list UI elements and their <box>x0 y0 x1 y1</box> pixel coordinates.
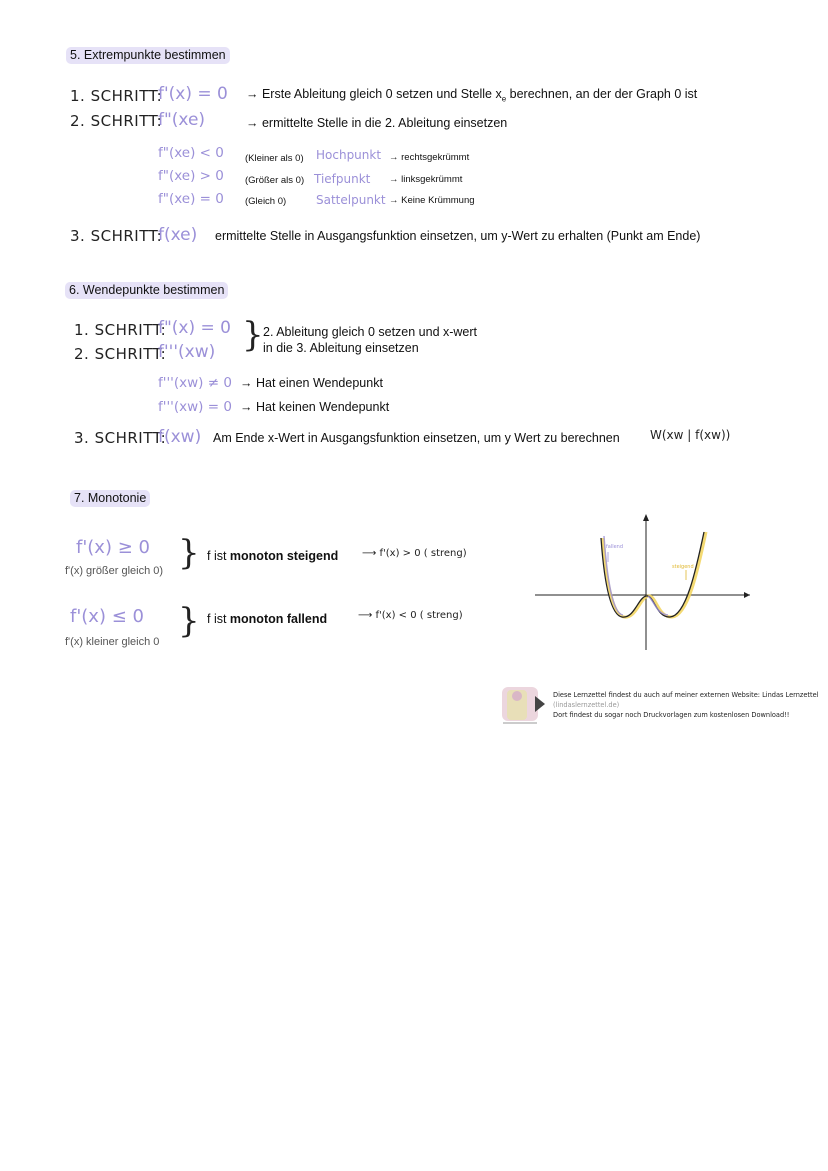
footer-line-3: Dort findest du sogar noch Druckvorlagen zum kostenlosen Download!! <box>553 711 790 719</box>
s6-case1-formula: f'''(xw) ≠ 0 <box>158 375 232 391</box>
s5-case-desc: → Keine Krümmung <box>389 195 475 206</box>
s5-case-formula: f"(xe) = 0 <box>158 191 224 207</box>
s6-step3-point: W(xw | f(xw)) <box>650 428 731 442</box>
brace-icon: } <box>242 315 264 355</box>
s7-dec-text: f ist monoton fallend <box>207 612 328 626</box>
s6-step1-label: 1. SCHRITT: <box>74 321 167 339</box>
s5-case-name: Sattelpunkt <box>316 193 386 207</box>
logo-arrow-icon <box>535 696 545 712</box>
s5-step2-formula: f"(xe) <box>158 110 206 130</box>
s5-case-formula: f"(xe) < 0 <box>158 145 224 161</box>
footer-line-2[interactable]: (lindaslernzettel.de) <box>553 701 620 709</box>
s5-case-name: Tiefpunkt <box>314 172 371 186</box>
graph-label-right: steigend <box>672 564 694 570</box>
s7-inc-note: f'(x) größer gleich 0) <box>65 565 164 577</box>
monotonie-graph <box>530 510 755 655</box>
s7-dec-formula: f'(x) ≤ 0 <box>70 606 144 627</box>
s6-step3-text: Am Ende x-Wert in Ausgangsfunktion einsetzen, um y Wert zu berechnen <box>213 431 620 445</box>
s7-dec-note: f'(x) kleiner gleich 0 <box>65 636 160 648</box>
arrow-right-icon <box>744 592 750 598</box>
s5-case-formula: f"(xe) > 0 <box>158 168 224 184</box>
s6-step3-label: 3. SCHRITT: <box>74 429 167 447</box>
s5-case-desc: → linksgekrümmt <box>389 174 463 185</box>
s7-inc-formula: f'(x) ≥ 0 <box>76 537 150 558</box>
s6-case1-text: → Hat einen Wendepunkt <box>240 376 383 390</box>
s7-dec-strict: ⟶ f'(x) < 0 ( streng) <box>358 610 463 621</box>
s5-step2-text: → ermittelte Stelle in die 2. Ableitung einsetzen <box>246 116 508 130</box>
s5-case-name: Hochpunkt <box>316 148 382 162</box>
footer-line-1: Diese Lernzettel findest du auch auf meiner externen Website: Lindas Lernzettel <box>553 691 819 699</box>
s5-case-condition: (Gleich 0) <box>245 196 287 207</box>
brace-icon: } <box>178 601 200 641</box>
section-5-heading: 5. Extrempunkte bestimmen <box>66 47 230 64</box>
s6-step2-formula: f'''(xw) <box>158 342 216 362</box>
s7-inc-strict: ⟶ f'(x) > 0 ( streng) <box>362 548 467 559</box>
s6-case2-text: → Hat keinen Wendepunkt <box>240 400 390 414</box>
s5-case-desc: → rechtsgekrümmt <box>389 152 470 163</box>
s6-brace-text-2: in die 3. Ableitung einsetzen <box>263 341 419 355</box>
section-6-heading: 6. Wendepunkte bestimmen <box>65 282 228 299</box>
s5-step1-formula: f'(x) = 0 <box>158 84 228 104</box>
s5-step2-label: 2. SCHRITT: <box>70 112 163 130</box>
section-7-heading: 7. Monotonie <box>70 490 150 507</box>
s5-step3-text: ermittelte Stelle in Ausgangsfunktion einsetzen, um y-Wert zu erhalten (Punkt am Ende) <box>215 229 701 243</box>
s5-case-condition: (Kleiner als 0) <box>245 153 304 164</box>
s6-case2-formula: f'''(xw) = 0 <box>158 399 232 415</box>
arrow-up-icon <box>643 514 649 521</box>
s5-step1-label: 1. SCHRITT: <box>70 87 163 105</box>
s5-step3-label: 3. SCHRITT: <box>70 227 163 245</box>
s5-case-condition: (Größer als 0) <box>245 175 305 186</box>
logo-image <box>499 684 549 726</box>
s7-inc-text: f ist monoton steigend <box>207 549 339 563</box>
s5-step3-formula: f(xe) <box>158 225 198 245</box>
s5-step1-text: → Erste Ableitung gleich 0 setzen und Stelle $x_e$ berechnen, an der der Graph 0 ist <box>246 87 698 104</box>
graph-label-left: fallend <box>606 544 624 550</box>
s6-step1-formula: f"(x) = 0 <box>158 318 231 338</box>
brace-icon: } <box>178 533 200 573</box>
s6-brace-text-1: 2. Ableitung gleich 0 setzen und x-wert <box>263 325 478 339</box>
s6-step2-label: 2. SCHRITT: <box>74 345 167 363</box>
s6-step3-formula: f(xw) <box>158 427 202 447</box>
